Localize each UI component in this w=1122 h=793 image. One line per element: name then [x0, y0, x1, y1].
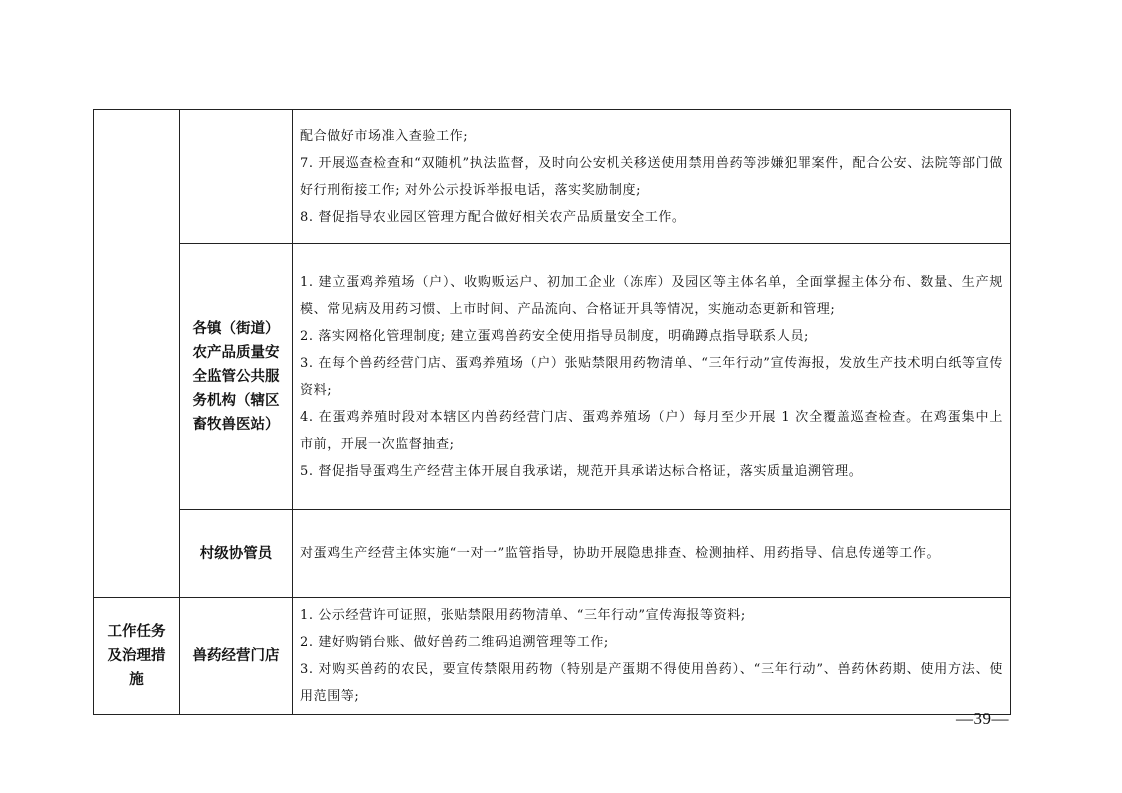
content-cell	[293, 244, 1011, 510]
content-cell	[293, 110, 1011, 244]
content-item: 对蛋鸡生产经营主体实施“一对一”监管指导，协助开展隐患排查、检测抽样、用药指导、信息传递等工作。	[300, 546, 941, 561]
subject-label: 村级协管员	[199, 545, 273, 562]
content-item: 8. 督促指导农业园区管理方配合做好相关农产品质量安全工作。	[300, 209, 686, 225]
subject-cell	[180, 510, 293, 598]
content-item: 2. 建好购销台账、做好兽药二维码追溯管理等工作;	[300, 635, 609, 650]
category-cell-continued	[94, 110, 180, 598]
content-item: 3. 在每个兽药经营门店、蛋鸡养殖场（户）张贴禁限用药物清单、“三年行动”宣传海报，发放生产技术明白纸等宣传资料;	[300, 355, 1003, 398]
content-item: 7. 开展巡查检查和“双随机”执法监督，及时向公安机关移送使用禁用兽药等涉嫌犯罪案件，配合公安、法院等部门做好行刑衔接工作; 对外公示投诉举报电话，落实奖励制度;	[300, 155, 1003, 198]
content-item: 5. 督促指导蛋鸡生产经营主体开展自我承诺，规范开具承诺达标合格证，落实质量追溯管理。	[300, 463, 863, 479]
table-row	[94, 598, 1011, 715]
table-row	[94, 244, 1011, 510]
content-item: 3. 对购买兽药的农民，要宣传禁限用药物（特别是产蛋期不得使用兽药）、“三年行动”、兽药休药期、使用方法、使用范围等;	[300, 662, 1003, 704]
page-number: —39—	[956, 709, 1009, 728]
content-cell	[293, 598, 1011, 715]
content-item: 配合做好市场准入查验工作;	[300, 128, 469, 144]
category-label: 工作任务及治理措施	[107, 624, 166, 688]
subject-cell-continued	[180, 110, 293, 244]
table-row	[94, 510, 1011, 598]
measures-table	[93, 109, 1011, 715]
subject-label: 各镇（街道）农产品质量安全监管公共服务机构（辖区畜牧兽医站）	[192, 320, 280, 433]
subject-label: 兽药经营门店	[192, 648, 280, 664]
content-item: 4. 在蛋鸡养殖时段对本辖区内兽药经营门店、蛋鸡养殖场（户）每月至少开展 1 次全覆盖巡查检查。在鸡蛋集中上市前，开展一次监督抽查;	[300, 409, 1003, 452]
content-item: 2. 落实网格化管理制度; 建立蛋鸡兽药安全使用指导员制度，明确蹲点指导联系人员;	[300, 328, 810, 344]
content-item: 1. 公示经营许可证照，张贴禁限用药物清单、“三年行动”宣传海报等资料;	[300, 608, 746, 623]
content-cell	[293, 510, 1011, 598]
table-row	[94, 110, 1011, 244]
content-item: 1. 建立蛋鸡养殖场（户）、收购贩运户、初加工企业（冻库）及园区等主体名单，全面掌握主体分布、数量、生产规模、常见病及用药习惯、上市时间、产品流向、合格证开具等情况，实施动态更新和管理;	[300, 274, 1003, 317]
subject-cell	[180, 244, 293, 510]
category-cell	[94, 598, 180, 715]
subject-cell	[180, 598, 293, 715]
